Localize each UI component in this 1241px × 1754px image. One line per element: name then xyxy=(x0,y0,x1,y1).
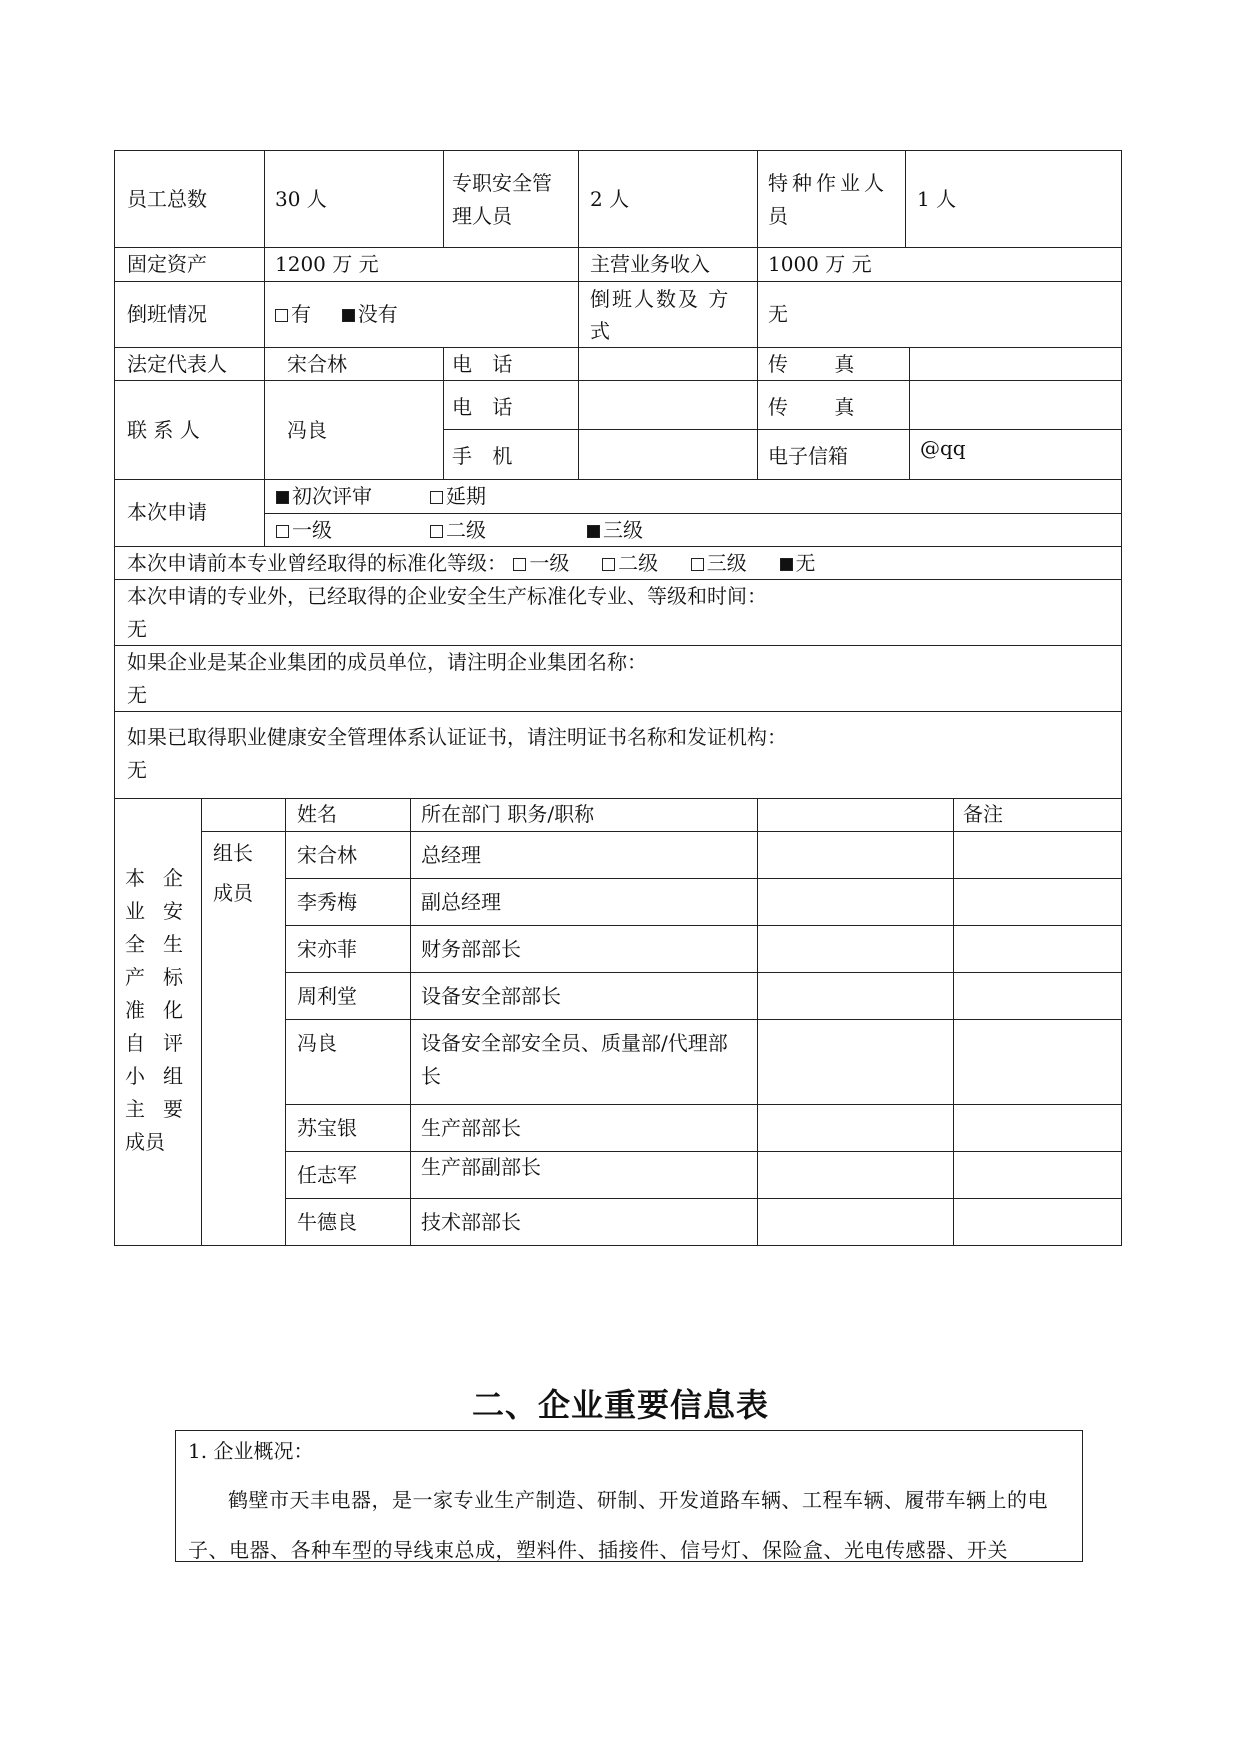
table-rule xyxy=(264,247,265,347)
table-rule xyxy=(757,347,758,479)
shift-mode-label: 倒班人数及 方 xyxy=(590,287,731,311)
table-rule xyxy=(114,281,1122,282)
contact-name: 冯良 xyxy=(287,418,327,442)
team-member-name: 冯良 xyxy=(297,1031,337,1055)
extension-label: 延期 xyxy=(446,484,486,508)
table-rule xyxy=(578,150,579,247)
legal-rep-label: 法定代表人 xyxy=(127,352,227,376)
contact-phone-label: 电 话 xyxy=(452,395,513,419)
team-side-char: 生 xyxy=(163,932,183,956)
special-work-value: 1 人 xyxy=(917,187,957,211)
col-dept-header: 所在部门 职务/职称 xyxy=(421,802,595,826)
overview-box xyxy=(175,1430,1083,1562)
table-rule xyxy=(264,479,265,546)
level2-option xyxy=(430,518,486,542)
table-rule xyxy=(114,150,115,1245)
prior-level-question: 本次申请前本专业曾经取得的标准化等级： xyxy=(127,551,507,575)
table-rule xyxy=(114,150,1122,151)
table-rule xyxy=(114,579,1122,580)
prior-level1-checkbox[interactable] xyxy=(513,558,526,571)
table-rule xyxy=(1121,150,1122,1245)
shift-options xyxy=(275,302,398,326)
team-member-dept: 设备安全部部长 xyxy=(421,984,561,1008)
prior-none-label: 无 xyxy=(795,551,816,575)
team-side-char: 主 xyxy=(125,1097,145,1121)
table-rule xyxy=(264,513,1122,514)
team-side-char: 企 xyxy=(163,866,183,890)
group-answer[interactable]: 无 xyxy=(127,683,147,707)
table-rule xyxy=(953,798,954,1245)
group-question: 如果企业是某企业集团的成员单位，请注明企业集团名称： xyxy=(127,650,647,674)
level3-checkbox[interactable] xyxy=(587,525,600,538)
level2-checkbox[interactable] xyxy=(430,525,443,538)
team-member-name: 宋亦菲 xyxy=(297,937,357,961)
ohsms-answer[interactable]: 无 xyxy=(127,758,147,782)
prior-level-row xyxy=(127,551,816,575)
team-side-char: 化 xyxy=(163,998,183,1022)
employees-value: 30 人 xyxy=(275,187,327,211)
level1-option xyxy=(276,518,332,542)
level1-label: 一级 xyxy=(292,518,332,542)
employees-label: 员工总数 xyxy=(127,187,207,211)
table-rule xyxy=(201,831,1122,832)
col-name-header: 姓名 xyxy=(297,802,337,826)
revenue-value: 1000 万 元 xyxy=(768,252,872,276)
level1-checkbox[interactable] xyxy=(276,525,289,538)
other-standards-question: 本次申请的专业外，已经取得的企业安全生产标准化专业、等级和时间： xyxy=(127,584,767,608)
revenue-label: 主营业务收入 xyxy=(590,252,710,276)
team-side-char: 业 xyxy=(125,899,145,923)
table-rule xyxy=(578,347,579,479)
email-value[interactable]: @qq xyxy=(920,436,966,460)
table-rule xyxy=(909,347,910,479)
prior-level3-checkbox[interactable] xyxy=(691,558,704,571)
team-side-label xyxy=(125,862,205,1159)
team-member-dept: 生产部副部长 xyxy=(421,1155,541,1179)
email-label: 电子信箱 xyxy=(768,444,848,468)
team-side-char: 标 xyxy=(163,965,183,989)
team-side-char: 产 xyxy=(125,965,145,989)
team-member-name: 任志军 xyxy=(297,1163,357,1187)
fixed-assets-label: 固定资产 xyxy=(127,252,207,276)
shift-yes-checkbox[interactable] xyxy=(275,309,288,322)
prior-level3-label: 三级 xyxy=(706,551,747,575)
leader-label: 组长 xyxy=(213,841,253,865)
phone-label: 电 话 xyxy=(452,352,513,376)
table-rule xyxy=(905,150,906,247)
team-side-char: 要 xyxy=(163,1097,183,1121)
safety-staff-label: 理人员 xyxy=(452,204,512,228)
legal-rep-value: 宋合林 xyxy=(287,352,347,376)
prior-level2-label: 二级 xyxy=(618,551,659,575)
team-member-dept: 财务部部长 xyxy=(421,937,521,961)
table-rule xyxy=(757,798,758,1245)
review-type-options xyxy=(276,484,372,508)
team-side-char: 组 xyxy=(163,1064,183,1088)
special-work-label: 员 xyxy=(768,204,788,228)
table-rule xyxy=(264,150,265,247)
level3-label: 三级 xyxy=(603,518,643,542)
table-rule xyxy=(114,247,1122,248)
table-rule xyxy=(114,380,1122,381)
extension-option xyxy=(430,484,486,508)
initial-review-checkbox[interactable] xyxy=(276,491,289,504)
safety-staff-label: 专职安全管 xyxy=(452,171,552,195)
team-member-name: 宋合林 xyxy=(297,843,357,867)
shift-no-label: 没有 xyxy=(357,302,398,326)
team-side-char: 准 xyxy=(125,998,145,1022)
shift-label: 倒班情况 xyxy=(127,302,207,326)
contact-fax-label: 传 真 xyxy=(768,395,855,419)
team-member-name: 牛德良 xyxy=(297,1210,357,1234)
team-member-dept: 生产部部长 xyxy=(421,1116,521,1140)
team-member-dept: 设备安全部安全员、质量部/代理部长 xyxy=(421,1031,728,1088)
team-member-name: 李秀梅 xyxy=(297,890,357,914)
shift-mode-value: 无 xyxy=(768,302,788,326)
table-rule xyxy=(285,798,286,1245)
team-side-char: 安 xyxy=(163,899,183,923)
table-rule xyxy=(114,798,1122,799)
prior-level2-checkbox[interactable] xyxy=(602,558,615,571)
prior-level1-label: 一级 xyxy=(529,551,570,575)
team-member-dept: 技术部部长 xyxy=(421,1210,521,1234)
members-label: 成员 xyxy=(213,881,253,905)
overview-text: 鹤壁市天丰电器，是一家专业生产制造、研制、开发道路车辆、工程车辆、履带车辆上的电子、电器、各种车型的导线束总成，塑料件、插接件、信号灯、保险盒、光电传感器、开关 xyxy=(188,1488,1048,1562)
team-side-char: 自 xyxy=(125,1031,145,1055)
team-side-char: 全 xyxy=(125,932,145,956)
team-side-char: 本 xyxy=(125,866,145,890)
contact-label: 联 系 人 xyxy=(127,418,200,442)
table-rule xyxy=(264,347,265,479)
safety-staff-value: 2 人 xyxy=(590,187,630,211)
table-rule xyxy=(410,798,411,1245)
team-member-dept: 总经理 xyxy=(421,843,481,867)
table-rule xyxy=(443,347,444,479)
level3-option xyxy=(587,518,643,542)
col-note-header: 备注 xyxy=(963,802,1003,826)
mobile-label: 手 机 xyxy=(452,444,513,468)
initial-review-label: 初次评审 xyxy=(292,484,372,508)
table-rule xyxy=(114,645,1122,646)
special-work-label: 特种作业人 xyxy=(768,171,888,195)
team-member-name: 苏宝银 xyxy=(297,1116,357,1140)
prior-none-checkbox[interactable] xyxy=(780,558,793,571)
table-rule xyxy=(757,247,758,347)
team-side-char: 小 xyxy=(125,1064,145,1088)
level2-label: 二级 xyxy=(446,518,486,542)
table-rule xyxy=(114,479,1122,480)
table-rule xyxy=(114,546,1122,547)
team-side-char: 成员 xyxy=(125,1130,165,1154)
fixed-assets-value: 1200 万 元 xyxy=(275,252,379,276)
fax-label: 传 真 xyxy=(768,352,855,376)
table-rule xyxy=(114,711,1122,712)
table-rule xyxy=(114,1245,1122,1246)
shift-mode-label: 式 xyxy=(590,319,610,343)
table-rule xyxy=(443,150,444,247)
section-title: 二、企业重要信息表 xyxy=(471,1386,769,1424)
table-rule xyxy=(443,429,1122,430)
table-rule xyxy=(757,150,758,247)
other-standards-answer[interactable]: 无 xyxy=(127,617,147,641)
shift-no-checkbox[interactable] xyxy=(342,309,355,322)
shift-yes-label: 有 xyxy=(291,302,311,326)
team-side-char: 评 xyxy=(163,1031,183,1055)
application-label: 本次申请 xyxy=(127,500,207,524)
team-member-name: 周利堂 xyxy=(297,984,357,1008)
table-rule xyxy=(114,347,1122,348)
table-rule xyxy=(578,247,579,347)
extension-checkbox[interactable] xyxy=(430,491,443,504)
team-member-dept: 副总经理 xyxy=(421,890,501,914)
ohsms-question: 如果已取得职业健康安全管理体系认证证书，请注明证书名称和发证机构： xyxy=(127,725,787,749)
overview-label: 1. 企业概况： xyxy=(188,1439,314,1463)
